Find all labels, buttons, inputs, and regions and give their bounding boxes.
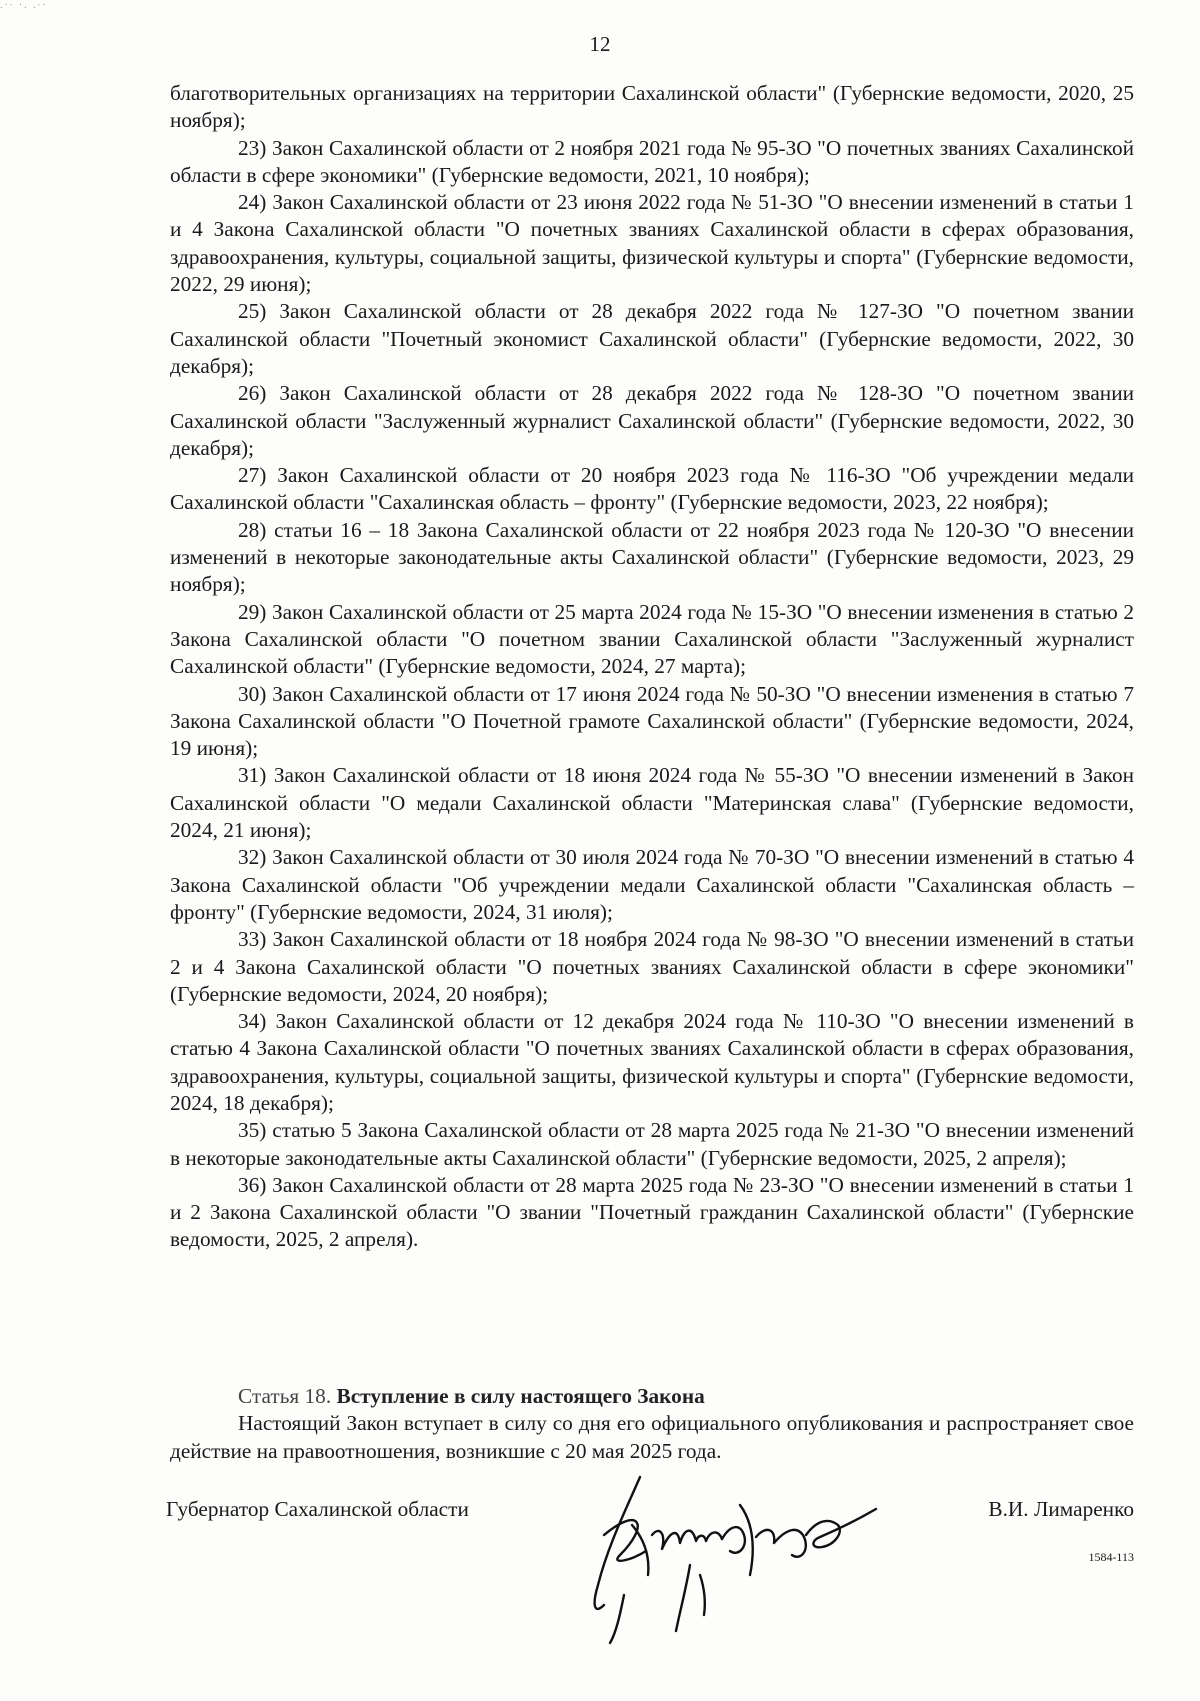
document-code: 1584-113 (1088, 1550, 1134, 1564)
handwritten-signature (580, 1465, 890, 1645)
signatory-name: В.И. Лимаренко (988, 1497, 1134, 1521)
article-label: Статья 18. (238, 1384, 332, 1408)
article-18 (170, 1383, 1134, 1465)
signatory-position: Губернатор Сахалинской области (166, 1497, 469, 1521)
list-item: 24) Закон Сахалинской области от 23 июня 2022 года № 51-ЗО "О внесении изменений в статьи 1 и 4 Закона Сахалинской области "О почетных званиях Сахалинской области в сферах образования, здравоохранения, культуры, социальной защиты, физической культуры и спорта" (Губернские ведомости, 2022, 29 июня); (170, 190, 1134, 297)
scan-speckle: .·∙ ·. .∙· (0, 0, 48, 11)
list-item: 28) статьи 16 – 18 Закона Сахалинской области от 22 ноября 2023 года № 120-ЗО "О внесении изменений в некоторые законодательные акты Сахалинской области" (Губернские ведомости, 2023, 29 ноября); (170, 517, 1134, 597)
list-continuation: благотворительных организациях на территории Сахалинской области" (Губернские ведомости, 2020, 25 ноября); (170, 81, 1134, 133)
list-item: 32) Закон Сахалинской области от 30 июля 2024 года № 70-ЗО "О внесении изменений в статью 4 Закона Сахалинской области "Об учреждении медали Сахалинской области "Сахалинская область – фронту" (Губернские ведомости, 2024, 31 июля); (170, 845, 1134, 924)
list-item: 23) Закон Сахалинской области от 2 ноября 2021 года № 95-ЗО "О почетных званиях Сахалинской области в сфере экономики" (Губернские ведомости, 2021, 10 ноября); (170, 135, 1134, 187)
law-list (170, 80, 1134, 1254)
article-text: Настоящий Закон вступает в силу со дня его официального опубликования и распространяет свое действие на правоотношения, возникшие с 20 мая 2025 года. (170, 1411, 1134, 1463)
list-item: 34) Закон Сахалинской области от 12 декабря 2024 года № 110-ЗО "О внесении изменений в статью 4 Закона Сахалинской области "О почетных званиях Сахалинской области в сферах образования, здравоохранения, культуры, социальной защиты, физической культуры и спорта" (Губернские ведомости, 2024, 18 декабря); (170, 1009, 1134, 1115)
list-item: 27) Закон Сахалинской области от 20 ноября 2023 года № 116-ЗО "Об учреждении медали Сахалинской области "Сахалинская область – фронту" (Губернские ведомости, 2023, 22 ноября); (170, 463, 1134, 515)
article-heading (170, 1383, 1134, 1410)
page-number: 12 (589, 32, 611, 56)
list-item: 33) Закон Сахалинской области от 18 ноября 2024 года № 98-ЗО "О внесении изменений в статьи 2 и 4 Закона Сахалинской области "О почетных званиях Сахалинской области в сфере экономики" (Губернские ведомости, 2024, 20 ноября); (170, 927, 1134, 1006)
list-item: 35) статью 5 Закона Сахалинской области от 28 марта 2025 года № 21-ЗО "О внесении изменений в некоторые законодательные акты Сахалинской области" (Губернские ведомости, 2025, 2 апреля); (170, 1118, 1134, 1170)
list-item: 26) Закон Сахалинской области от 28 декабря 2022 года № 128-ЗО "О почетном звании Сахалинской области "Заслуженный журналист Сахалинской области" (Губернские ведомости, 2022, 30 декабря); (170, 381, 1134, 460)
article-title: Вступление в силу настоящего Закона (336, 1384, 705, 1408)
list-item: 29) Закон Сахалинской области от 25 марта 2024 года № 15-ЗО "О внесении изменения в статью 2 Закона Сахалинской области "О почетном звании Сахалинской области "Заслуженный журналист Сахалинской области" (Губернские ведомости, 2024, 27 марта); (170, 599, 1134, 679)
list-item: 30) Закон Сахалинской области от 17 июня 2024 года № 50-ЗО "О внесении изменения в статью 7 Закона Сахалинской области "О Почетной грамоте Сахалинской области" (Губернские ведомости, 2024, 19 июня); (170, 681, 1134, 761)
list-item: 36) Закон Сахалинской области от 28 марта 2025 года № 23-ЗО "О внесении изменений в статьи 1 и 2 Закона Сахалинской области "О звании "Почетный гражданин Сахалинской области" (Губернские ведомости, 2025, 2 апреля). (170, 1172, 1134, 1252)
list-item: 31) Закон Сахалинской области от 18 июня 2024 года № 55-ЗО "О внесении изменений в Закон Сахалинской области "О медали Сахалинской области "Материнская слава" (Губернские ведомости, 2024, 21 июня); (170, 763, 1134, 843)
list-item: 25) Закон Сахалинской области от 28 декабря 2022 года № 127-ЗО "О почетном звании Сахалинской области "Почетный экономист Сахалинской области" (Губернские ведомости, 2022, 30 декабря); (170, 299, 1134, 378)
